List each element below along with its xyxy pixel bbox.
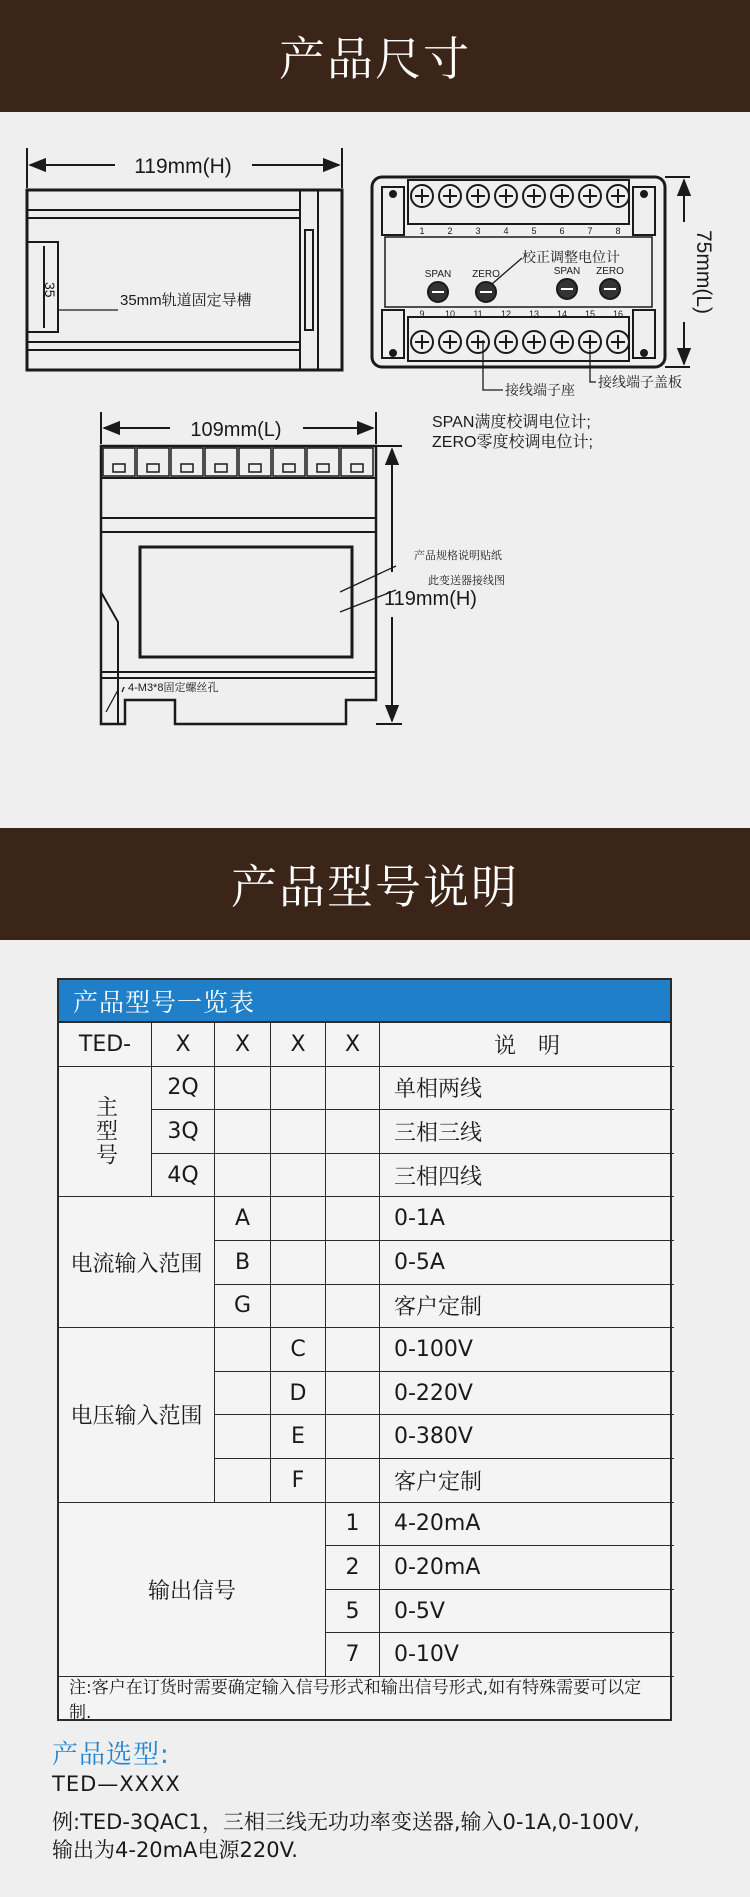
table-cell-desc: 0-5A: [380, 1241, 674, 1285]
terminal-number: 5: [531, 226, 537, 236]
top-view: [372, 177, 715, 398]
terminal-number: 14: [556, 309, 568, 319]
table-cell-code: 4Q: [152, 1154, 215, 1198]
selection-code: TED—XXXX: [52, 1772, 181, 1796]
terminal-number: 3: [475, 226, 481, 236]
rail-label: 35mm轨道固定导槽: [120, 292, 252, 309]
side-width-dimension: [27, 148, 342, 188]
table-cell-code: C: [271, 1328, 326, 1372]
zero-note: ZERO零度校调电位计;: [432, 434, 593, 451]
terminal-number: 16: [612, 309, 624, 319]
front-terminal-screw-icon: [181, 464, 193, 472]
terminal-number: 12: [500, 309, 512, 319]
table-cell-code: F: [271, 1459, 326, 1503]
height-label: 75mm(L): [692, 229, 715, 315]
front-terminal-screw-icon: [249, 464, 261, 472]
table-cell-code: 7: [326, 1633, 380, 1677]
front-view: [101, 412, 505, 724]
dimension-drawing: [0, 112, 750, 828]
front-terminal-screw-icon: [317, 464, 329, 472]
front-height-label: 119mm(H): [384, 588, 477, 610]
bottom-terminal-row: [411, 309, 629, 353]
rail-size-label: 35: [42, 282, 58, 298]
table-cell-desc: 三相三线: [380, 1110, 674, 1154]
table-cell-desc: 客户定制: [380, 1459, 674, 1503]
main-model-group: [59, 1067, 152, 1198]
table-title: 产品型号一览表: [59, 980, 670, 1023]
wiring-label: 此变送器接线图: [428, 575, 505, 587]
main-model-label: 主型号: [92, 1095, 118, 1168]
front-terminal-screw-icon: [215, 464, 227, 472]
header-x1: X: [152, 1023, 215, 1067]
terminal-cover-label: 接线端子盖板: [598, 374, 682, 390]
header-desc: 说 明: [380, 1023, 674, 1067]
side-view: [27, 190, 342, 370]
terminal-number: 10: [444, 309, 456, 319]
selection-example-line2: 输出为4-20mA电源220V.: [52, 1838, 298, 1862]
model-table: [57, 978, 672, 1721]
span-note: SPAN满度校调电位计;: [432, 414, 591, 431]
table-cell-code: 5: [326, 1590, 380, 1634]
model-banner: [0, 828, 750, 940]
top-terminal-row: [411, 185, 629, 236]
front-terminal-screw-icon: [147, 464, 159, 472]
header-x2: X: [215, 1023, 271, 1067]
table-cell-code: 1: [326, 1503, 380, 1547]
table-cell-code: 3Q: [152, 1110, 215, 1154]
front-terminal-screw-icon: [351, 464, 363, 472]
header-x3: X: [271, 1023, 326, 1067]
table-cell-desc: 4-20mA: [380, 1503, 674, 1547]
dimensions-banner: [0, 0, 750, 112]
terminal-number: 7: [587, 226, 593, 236]
output-group-label: 输出信号: [59, 1503, 326, 1677]
table-cell-desc: 三相四线: [380, 1154, 674, 1198]
terminal-number: 8: [615, 226, 621, 236]
front-terminal-screw-icon: [283, 464, 295, 472]
zero-label-left: ZERO: [472, 269, 500, 280]
table-cell-desc: 0-10V: [380, 1633, 674, 1677]
terminal-number: 2: [447, 226, 453, 236]
screw-label: 4-M3*8固定螺丝孔: [128, 682, 219, 694]
terminal-number: 15: [584, 309, 596, 319]
table-cell-desc: 客户定制: [380, 1285, 674, 1329]
selection-title: 产品选型:: [52, 1740, 170, 1770]
table-grid: [59, 1023, 670, 1677]
model-title: 产品型号说明: [231, 860, 519, 914]
table-cell-desc: 单相两线: [380, 1067, 674, 1111]
table-cell-code: 2: [326, 1546, 380, 1590]
terminal-number: 6: [559, 226, 565, 236]
span-label-right: SPAN: [553, 266, 581, 277]
terminal-number: 1: [419, 226, 425, 236]
front-width-label: 109mm(L): [190, 419, 282, 441]
terminal-number: 13: [528, 309, 540, 319]
table-cell-desc: 0-220V: [380, 1372, 674, 1416]
voltage-group-label: 电压输入范围: [59, 1328, 215, 1502]
current-group-label: 电流输入范围: [59, 1197, 215, 1328]
table-cell-code: E: [271, 1415, 326, 1459]
side-width-label: 119mm(H): [134, 155, 232, 178]
table-cell-desc: 0-1A: [380, 1197, 674, 1241]
header-prefix: TED-: [59, 1023, 152, 1067]
table-cell-code: B: [215, 1241, 271, 1285]
terminal-number: 11: [473, 309, 483, 319]
table-cell-code: 2Q: [152, 1067, 215, 1111]
table-note: 注:客户在订货时需要确定输入信号形式和输出信号形式,如有特殊需要可以定制.: [69, 1677, 642, 1723]
table-cell-code: A: [215, 1197, 271, 1241]
terminal-number: 9: [419, 309, 425, 319]
selection-example-line1: 例:TED-3QAC1，三相三线无功功率变送器,输入0-1A,0-100V,: [52, 1810, 640, 1834]
table-cell-desc: 0-20mA: [380, 1546, 674, 1590]
terminal-base-label: 接线端子座: [505, 382, 575, 398]
terminal-number: 4: [503, 226, 509, 236]
table-cell-desc: 0-100V: [380, 1328, 674, 1372]
table-cell-desc: 0-380V: [380, 1415, 674, 1459]
pot-label: 校正调整电位计: [522, 249, 620, 265]
zero-label-right: ZERO: [596, 266, 624, 277]
table-cell-code: D: [271, 1372, 326, 1416]
dimensions-title: 产品尺寸: [279, 32, 471, 86]
table-cell-code: G: [215, 1285, 271, 1329]
header-x4: X: [326, 1023, 380, 1067]
sticker-label: 产品规格说明贴纸: [414, 550, 502, 562]
front-terminal-screw-icon: [113, 464, 125, 472]
span-label-left: SPAN: [424, 269, 452, 280]
table-cell-desc: 0-5V: [380, 1590, 674, 1634]
